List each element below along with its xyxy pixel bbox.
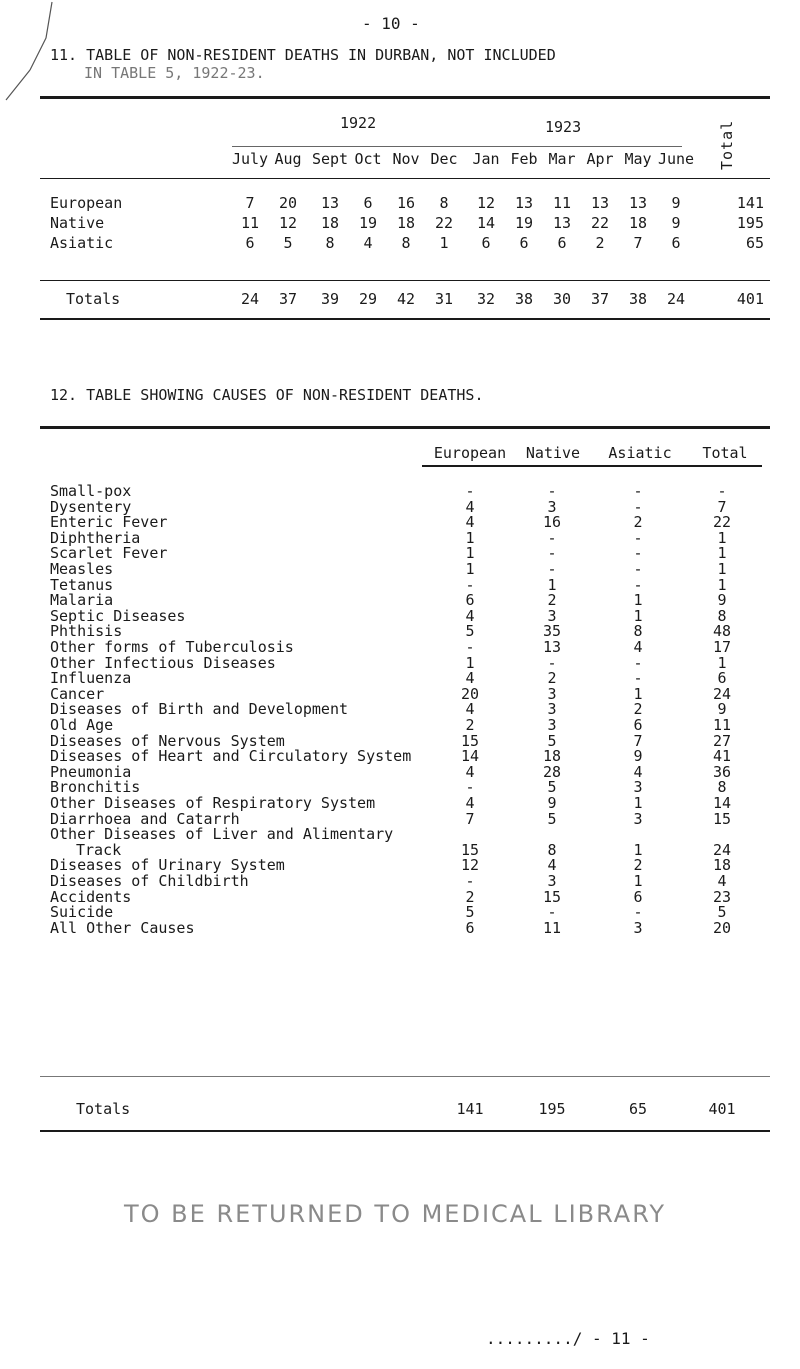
cell: 20 bbox=[460, 684, 480, 703]
cell: 1 bbox=[465, 560, 475, 578]
cell: 1 bbox=[633, 606, 643, 625]
cell: 15 bbox=[542, 887, 562, 906]
cell: 28 bbox=[542, 762, 562, 781]
cell: 8 bbox=[325, 234, 335, 252]
cell: 41 bbox=[712, 747, 732, 766]
cause-label: Diseases of Nervous System bbox=[50, 731, 285, 750]
cell: 5 bbox=[465, 903, 475, 922]
cell: - bbox=[633, 653, 643, 672]
cell: 2 bbox=[633, 513, 643, 532]
cell: 6 bbox=[633, 887, 643, 906]
cell: 12 bbox=[278, 214, 298, 232]
cause-label: Dysentery bbox=[50, 497, 132, 516]
cell: 4 bbox=[465, 794, 475, 812]
cell: 9 bbox=[633, 747, 643, 766]
cause-label-continued: Track bbox=[76, 840, 122, 859]
page-footer: ........./ - 11 - bbox=[486, 1329, 650, 1348]
cell: 1 bbox=[439, 234, 449, 252]
cell: 4 bbox=[465, 606, 475, 625]
cell: 1 bbox=[717, 560, 727, 578]
cell: 15 bbox=[460, 731, 480, 750]
cell: 22 bbox=[712, 513, 732, 532]
cell: 4 bbox=[465, 513, 475, 532]
cell: 11 bbox=[240, 214, 260, 232]
cell: 24 bbox=[712, 840, 732, 859]
cell: 141 bbox=[456, 1100, 484, 1118]
cell: 1 bbox=[633, 872, 643, 890]
cell: 32 bbox=[476, 290, 496, 308]
cell: 18 bbox=[542, 747, 562, 766]
row-total: 65 bbox=[745, 234, 764, 252]
cause-label: Old Age bbox=[50, 716, 114, 734]
cell: 2 bbox=[547, 669, 557, 688]
cell: - bbox=[465, 482, 475, 500]
cell: 4 bbox=[465, 762, 475, 781]
table12-title: 12. TABLE SHOWING CAUSES OF NON-RESIDENT DEATHS. bbox=[50, 386, 484, 404]
cell: 14 bbox=[460, 747, 480, 766]
cell: 5 bbox=[547, 778, 557, 797]
cell: 39 bbox=[320, 290, 340, 308]
month-header: Sept bbox=[311, 150, 349, 168]
cell: 7 bbox=[633, 731, 643, 750]
cell: 6 bbox=[481, 234, 491, 252]
cell: 13 bbox=[542, 638, 562, 656]
cell: 13 bbox=[552, 214, 572, 232]
cell: 1 bbox=[633, 591, 643, 610]
library-stamp: TO BE RETURNED TO MEDICAL LIBRARY bbox=[124, 1200, 667, 1228]
cell: 6 bbox=[519, 234, 529, 252]
cell: 7 bbox=[717, 497, 727, 516]
cell: 11 bbox=[542, 918, 562, 937]
table11-year-1923: 1923 bbox=[545, 118, 582, 136]
cell: 13 bbox=[628, 194, 648, 212]
cell: 22 bbox=[434, 214, 454, 232]
cell: - bbox=[633, 544, 643, 563]
cell: 6 bbox=[465, 918, 475, 937]
cell: 5 bbox=[547, 731, 557, 750]
cause-label: Diseases of Urinary System bbox=[50, 856, 285, 875]
cell: 16 bbox=[396, 194, 416, 212]
grand-total: 401 bbox=[736, 290, 764, 308]
cell: 4 bbox=[717, 872, 727, 890]
cell: 11 bbox=[552, 194, 572, 212]
cause-label: Measles bbox=[50, 560, 114, 578]
cause-label: Accidents bbox=[50, 887, 132, 906]
cause-label: Pneumonia bbox=[50, 762, 132, 781]
cell: 18 bbox=[396, 214, 416, 232]
cell: 6 bbox=[671, 234, 681, 252]
cell: 8 bbox=[717, 606, 727, 625]
cell: 6 bbox=[557, 234, 567, 252]
cell: 5 bbox=[717, 903, 727, 922]
cell: 1 bbox=[465, 528, 475, 547]
cell: 401 bbox=[708, 1100, 736, 1118]
cell: 1 bbox=[717, 653, 727, 672]
totals-label: Totals bbox=[76, 1100, 131, 1118]
table11-total-header: Total bbox=[718, 119, 736, 170]
cell: 29 bbox=[358, 290, 378, 308]
cause-label: Phthisis bbox=[50, 622, 123, 641]
cell: 4 bbox=[465, 700, 475, 719]
cell: 42 bbox=[396, 290, 416, 308]
cell: 48 bbox=[712, 622, 732, 641]
column-header: Asiatic bbox=[608, 444, 672, 462]
cell: 24 bbox=[666, 290, 686, 308]
cell: - bbox=[633, 575, 643, 594]
cell: - bbox=[633, 528, 643, 547]
cause-label: Small-pox bbox=[50, 482, 132, 500]
cell: 4 bbox=[363, 234, 373, 252]
cell: - bbox=[465, 872, 475, 890]
cell: 30 bbox=[552, 290, 572, 308]
month-header: July bbox=[231, 150, 269, 168]
cell: 22 bbox=[590, 214, 610, 232]
row-label: Native bbox=[50, 214, 105, 232]
cell: - bbox=[633, 497, 643, 516]
row-label: Asiatic bbox=[50, 234, 114, 252]
cell: 9 bbox=[671, 194, 681, 212]
cell: 2 bbox=[595, 234, 605, 252]
cause-label: Other Diseases of Liver and Alimentary bbox=[50, 825, 394, 844]
cell: 9 bbox=[717, 700, 727, 719]
cause-label: Other Diseases of Respiratory System bbox=[50, 794, 376, 812]
cell: 15 bbox=[712, 809, 732, 828]
cause-label: Cancer bbox=[50, 684, 105, 703]
cell: 3 bbox=[547, 700, 557, 719]
cell: 6 bbox=[465, 591, 475, 610]
cell: - bbox=[547, 903, 557, 922]
cell: 1 bbox=[633, 684, 643, 703]
month-header: May bbox=[624, 150, 652, 168]
cell: - bbox=[633, 669, 643, 688]
cell: 5 bbox=[465, 622, 475, 641]
cell: - bbox=[547, 528, 557, 547]
cell: 24 bbox=[712, 684, 732, 703]
cell: 4 bbox=[465, 497, 475, 516]
cell: 7 bbox=[465, 809, 475, 828]
month-header: June bbox=[657, 150, 695, 168]
cell: 3 bbox=[547, 606, 557, 625]
cell: 1 bbox=[633, 794, 643, 812]
table11-year-1922: 1922 bbox=[340, 114, 377, 132]
cell: - bbox=[717, 482, 727, 500]
cell: 19 bbox=[514, 214, 534, 232]
page-number: - 10 - bbox=[362, 14, 420, 33]
cell: 18 bbox=[712, 856, 732, 875]
table12-totals-row bbox=[0, 1100, 800, 1120]
month-header: Feb bbox=[510, 150, 538, 168]
cell: 24 bbox=[240, 290, 260, 308]
cell: 35 bbox=[542, 622, 562, 641]
column-header: Total bbox=[702, 444, 748, 462]
cause-label: Other Infectious Diseases bbox=[50, 653, 276, 672]
cause-label: Diarrhoea and Catarrh bbox=[50, 809, 240, 828]
cell: 9 bbox=[547, 794, 557, 812]
cause-label: Diphtheria bbox=[50, 528, 141, 547]
row-total: 141 bbox=[736, 194, 764, 212]
month-header: Apr bbox=[586, 150, 614, 168]
cell: 2 bbox=[633, 856, 643, 875]
cell: 17 bbox=[712, 638, 732, 656]
cause-label: Diseases of Heart and Circulatory System bbox=[50, 747, 412, 766]
cell: 8 bbox=[717, 778, 727, 797]
table11-title: 11. TABLE OF NON-RESIDENT DEATHS IN DURBAN, NOT INCLUDED bbox=[50, 46, 556, 64]
cell: 38 bbox=[628, 290, 648, 308]
table12-row bbox=[0, 919, 800, 939]
cell: 6 bbox=[363, 194, 373, 212]
cell: 27 bbox=[712, 731, 732, 750]
cell: 13 bbox=[320, 194, 340, 212]
cell: 16 bbox=[542, 513, 562, 532]
cell: 2 bbox=[547, 591, 557, 610]
cell: - bbox=[633, 560, 643, 578]
cause-label: Bronchitis bbox=[50, 778, 141, 797]
cell: 12 bbox=[460, 856, 480, 875]
cell: 3 bbox=[633, 918, 643, 937]
cell: 19 bbox=[358, 214, 378, 232]
cell: 4 bbox=[465, 669, 475, 688]
cell: - bbox=[547, 544, 557, 563]
cell: 5 bbox=[547, 809, 557, 828]
cell: 65 bbox=[628, 1100, 648, 1118]
cell: 13 bbox=[590, 194, 610, 212]
cell: 3 bbox=[547, 872, 557, 890]
cell: 11 bbox=[712, 716, 732, 734]
table12-row bbox=[0, 825, 800, 859]
cell: 37 bbox=[278, 290, 298, 308]
cause-label: Tetanus bbox=[50, 575, 114, 594]
cell: 2 bbox=[633, 700, 643, 719]
cell: 15 bbox=[460, 840, 480, 859]
cell: 8 bbox=[633, 622, 643, 641]
cell: 9 bbox=[717, 591, 727, 610]
cell: 12 bbox=[476, 194, 496, 212]
month-header: Aug bbox=[274, 150, 302, 168]
cell: 4 bbox=[633, 638, 643, 656]
cause-label: All Other Causes bbox=[50, 918, 195, 937]
month-header: Oct bbox=[354, 150, 382, 168]
cell: 1 bbox=[717, 528, 727, 547]
cell: 3 bbox=[547, 684, 557, 703]
cell: 8 bbox=[547, 840, 557, 859]
cell: 14 bbox=[476, 214, 496, 232]
cell: - bbox=[547, 482, 557, 500]
cell: 36 bbox=[712, 762, 732, 781]
month-header: Jan bbox=[472, 150, 500, 168]
column-header: European bbox=[433, 444, 507, 462]
cell: - bbox=[633, 903, 643, 922]
month-header: Dec bbox=[430, 150, 458, 168]
row-label: European bbox=[50, 194, 123, 212]
cell: 18 bbox=[320, 214, 340, 232]
row-total: 195 bbox=[736, 214, 764, 232]
cell: 7 bbox=[633, 234, 643, 252]
cell: 2 bbox=[465, 716, 475, 734]
cell: - bbox=[465, 778, 475, 797]
cell: 9 bbox=[671, 214, 681, 232]
cell: - bbox=[547, 560, 557, 578]
table11-subtitle: IN TABLE 5, 1922-23. bbox=[84, 64, 265, 82]
cause-label: Diseases of Birth and Development bbox=[50, 700, 349, 719]
cell: 6 bbox=[717, 669, 727, 688]
cell: - bbox=[547, 653, 557, 672]
cause-label: Malaria bbox=[50, 591, 114, 610]
cause-label: Other forms of Tuberculosis bbox=[50, 638, 294, 656]
cause-label: Diseases of Childbirth bbox=[50, 872, 249, 890]
cell: 6 bbox=[245, 234, 255, 252]
cell: 38 bbox=[514, 290, 534, 308]
cause-label: Suicide bbox=[50, 903, 114, 922]
cell: 8 bbox=[439, 194, 449, 212]
cell: 1 bbox=[717, 544, 727, 563]
month-header: Mar bbox=[548, 150, 576, 168]
cell: 195 bbox=[538, 1100, 566, 1118]
cell: - bbox=[465, 575, 475, 594]
cell: 1 bbox=[465, 653, 475, 672]
cell: 1 bbox=[633, 840, 643, 859]
cell: 3 bbox=[547, 716, 557, 734]
cell: 18 bbox=[628, 214, 648, 232]
cell: 31 bbox=[434, 290, 454, 308]
cause-label: Scarlet Fever bbox=[50, 544, 168, 563]
cell: 14 bbox=[712, 794, 732, 812]
cell: 20 bbox=[278, 194, 298, 212]
cell: 4 bbox=[633, 762, 643, 781]
cell: 7 bbox=[245, 194, 255, 212]
cause-label: Enteric Fever bbox=[50, 513, 168, 532]
cell: 2 bbox=[465, 887, 475, 906]
cell: 13 bbox=[514, 194, 534, 212]
cell: 1 bbox=[547, 575, 557, 594]
cause-label: Influenza bbox=[50, 669, 132, 688]
cell: 6 bbox=[633, 716, 643, 734]
cell: 37 bbox=[590, 290, 610, 308]
cell: 1 bbox=[717, 575, 727, 594]
cell: - bbox=[465, 638, 475, 656]
cell: - bbox=[633, 482, 643, 500]
cause-label: Septic Diseases bbox=[50, 606, 186, 625]
cell: 23 bbox=[712, 887, 732, 906]
cell: 3 bbox=[633, 809, 643, 828]
cell: 3 bbox=[547, 497, 557, 516]
cell: 1 bbox=[465, 544, 475, 563]
cell: 3 bbox=[633, 778, 643, 797]
cell: 20 bbox=[712, 918, 732, 937]
column-header: Native bbox=[525, 444, 581, 462]
month-header: Nov bbox=[392, 150, 420, 168]
totals-label: Totals bbox=[66, 290, 121, 308]
cell: 5 bbox=[283, 234, 293, 252]
cell: 8 bbox=[401, 234, 411, 252]
cell: 4 bbox=[547, 856, 557, 875]
